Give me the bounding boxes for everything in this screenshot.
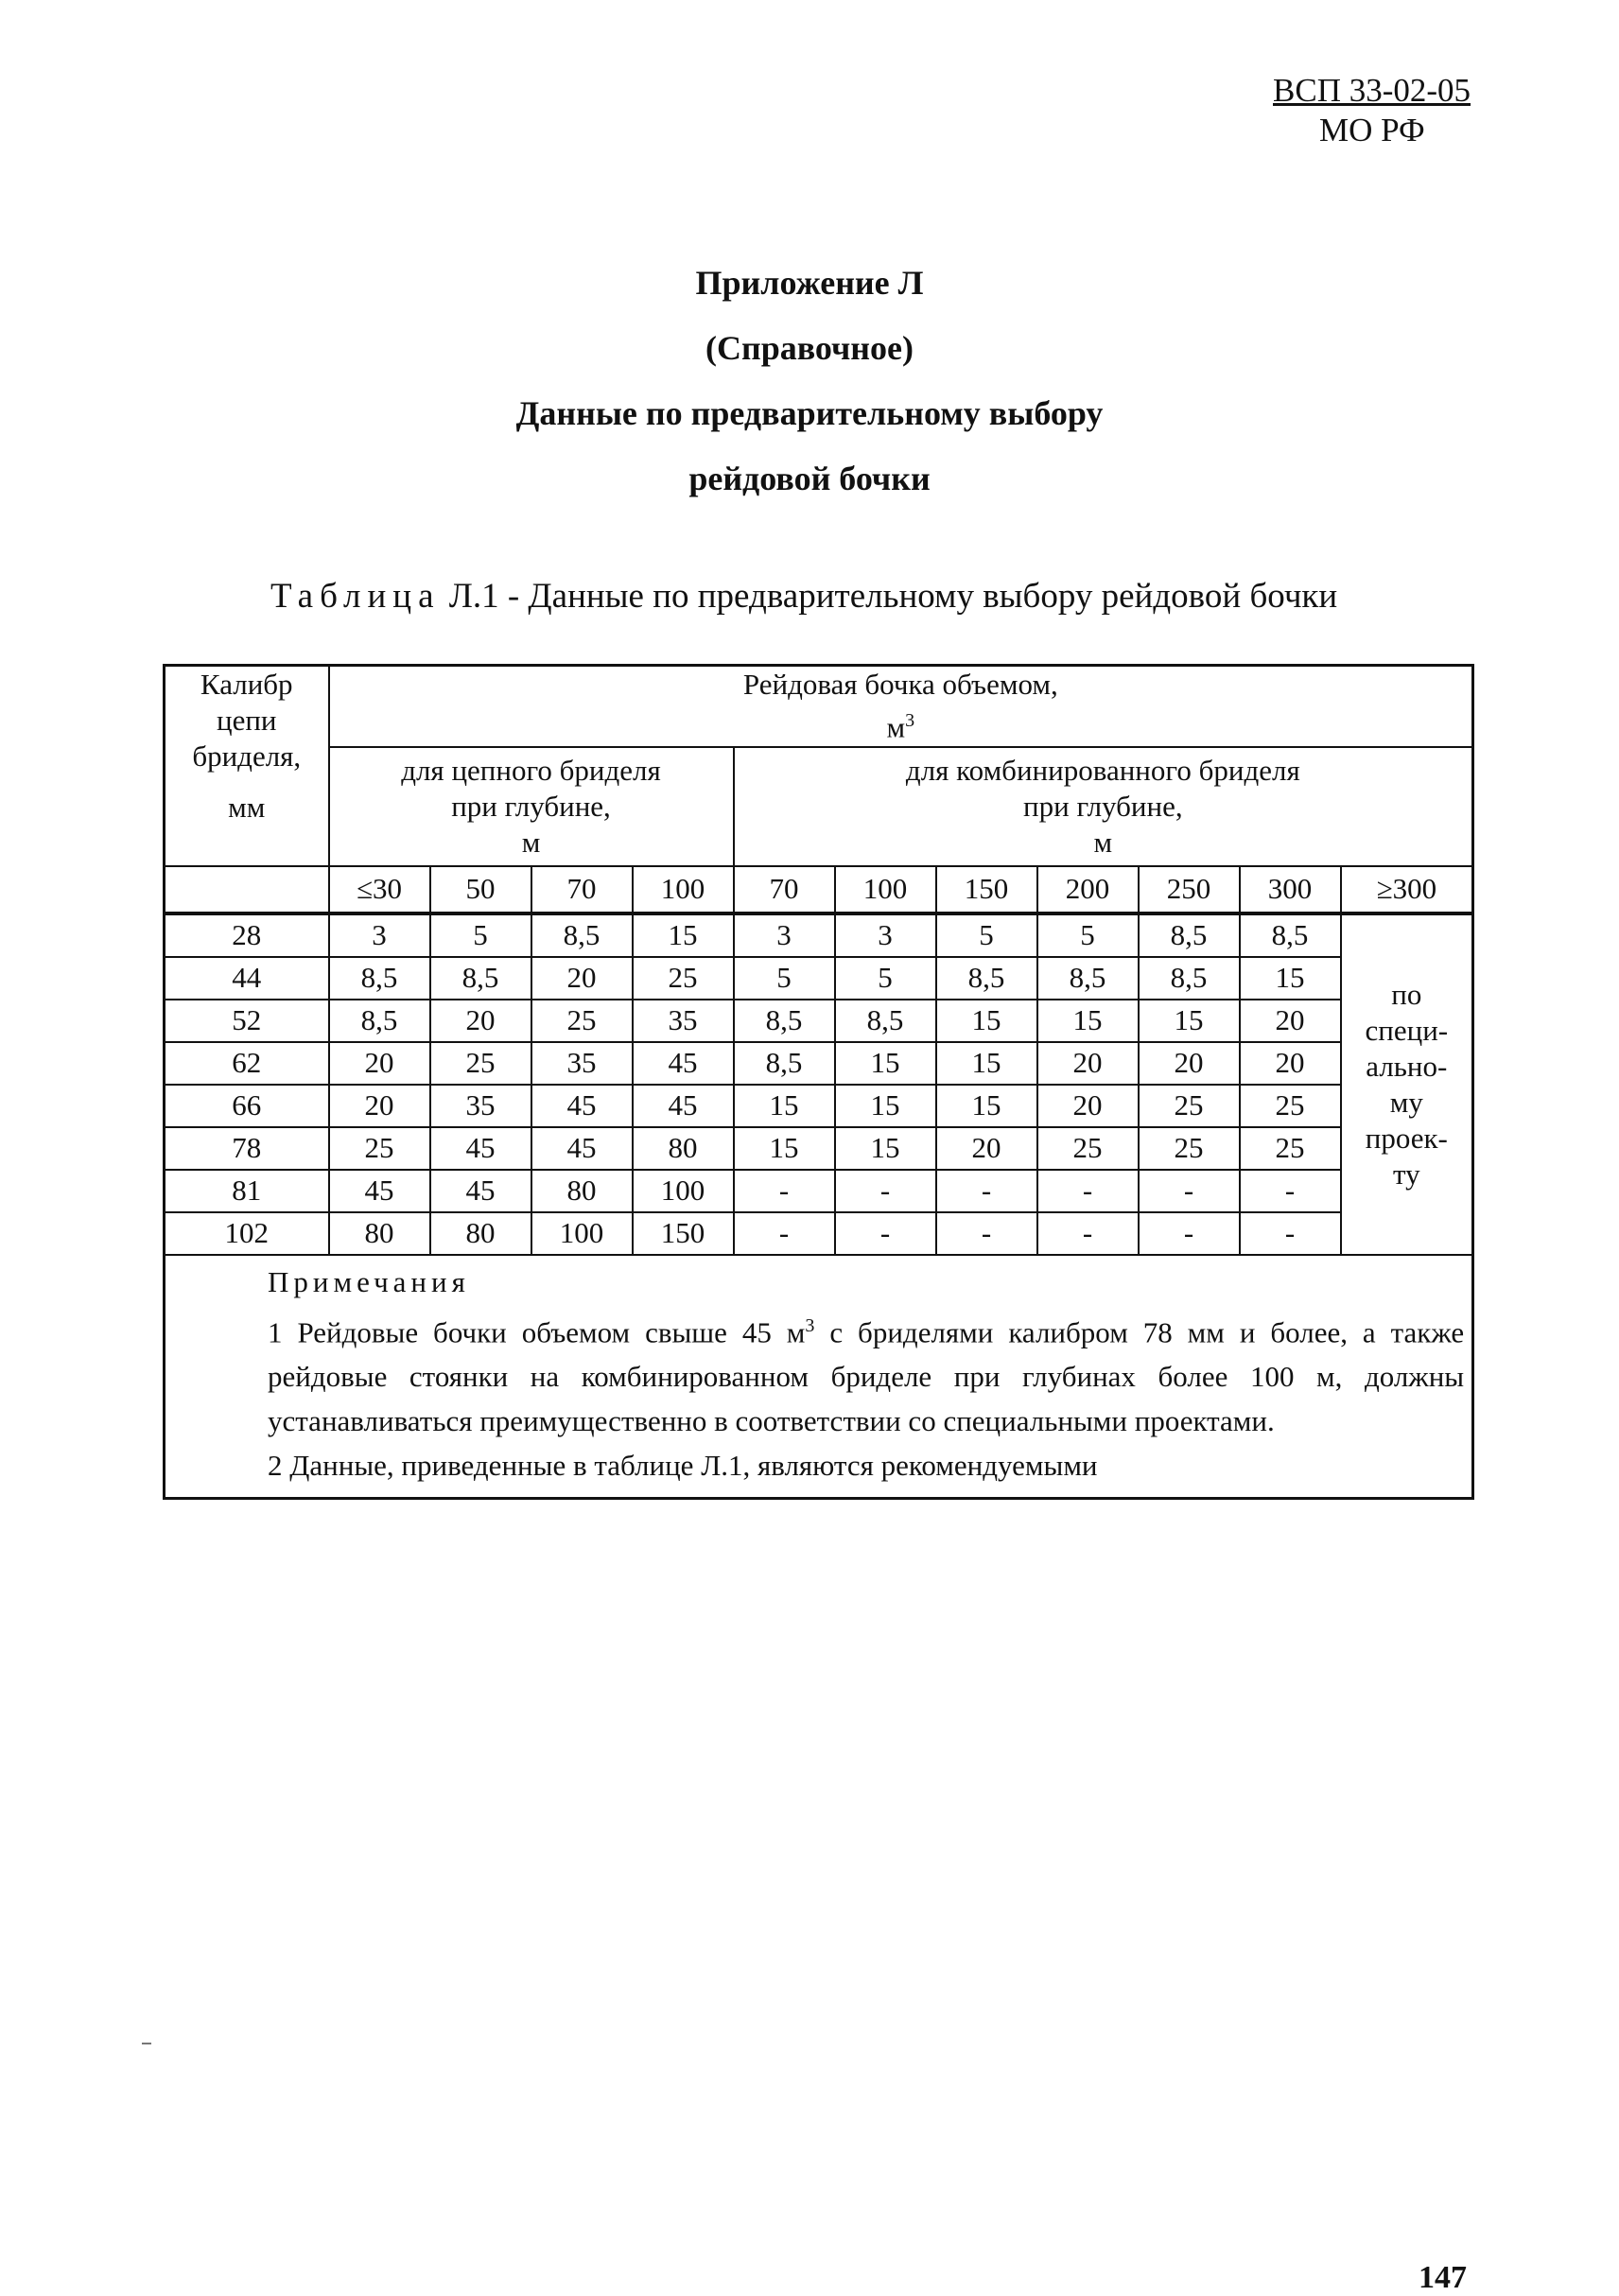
depth-cell: ≥300	[1341, 866, 1473, 913]
value-cell: 25	[1037, 1127, 1139, 1170]
value-cell: 15	[734, 1127, 835, 1170]
chain-bridle-header	[329, 747, 734, 866]
caliber-cell: 66	[165, 1085, 329, 1127]
value-cell: 5	[1037, 913, 1139, 957]
value-cell: 15	[936, 1085, 1037, 1127]
value-cell: 100	[531, 1212, 633, 1255]
value-cell: 8,5	[1139, 957, 1240, 1000]
chain-header-line: для цепного бриделя	[401, 753, 661, 787]
note-2: 2 Данные, приведенные в таблице Л.1, являются рекомендуемыми	[268, 1448, 1098, 1482]
value-cell: 25	[1240, 1127, 1341, 1170]
depth-cell: 200	[1037, 866, 1139, 913]
volume-header-text: Рейдовая бочка объемом,	[742, 668, 1058, 702]
title-line-3: Данные по предварительному выбору	[515, 394, 1104, 432]
caliber-header-line: цепи	[216, 704, 277, 737]
value-cell: 20	[329, 1042, 430, 1085]
value-cell: 35	[430, 1085, 531, 1127]
unit-superscript: 3	[905, 710, 915, 732]
value-cell: 8,5	[430, 957, 531, 1000]
value-cell: 5	[835, 957, 936, 1000]
caliber-cell: 62	[165, 1042, 329, 1085]
caliber-header-line: бриделя,	[192, 739, 302, 773]
caption-label: Таблица	[270, 577, 441, 616]
caliber-header-line: Калибр	[200, 668, 293, 701]
organization: МО РФ	[1319, 112, 1425, 148]
table-row	[165, 1000, 1473, 1042]
depth-cell: 100	[835, 866, 936, 913]
value-cell: 15	[936, 1000, 1037, 1042]
note-1-part-a: 1 Рейдовые бочки объемом свыше 45 м	[268, 1314, 806, 1348]
value-cell: 8,5	[1139, 913, 1240, 957]
unit-text: м	[886, 710, 906, 744]
value-cell: 80	[430, 1212, 531, 1255]
caliber-cell: 44	[165, 957, 329, 1000]
caption-text: Л.1 - Данные по предварительному выбору рейдовой бочки	[440, 577, 1338, 616]
value-cell: 45	[633, 1042, 734, 1085]
value-cell: 8,5	[835, 1000, 936, 1042]
caliber-cell: 78	[165, 1127, 329, 1170]
document-code: ВСП 33-02-05	[1273, 72, 1471, 109]
value-cell: 8,5	[734, 1000, 835, 1042]
depth-cell: 50	[430, 866, 531, 913]
depth-cell: 250	[1139, 866, 1240, 913]
value-cell: 45	[430, 1170, 531, 1212]
value-cell: 8,5	[1240, 913, 1341, 957]
value-cell: 20	[1139, 1042, 1240, 1085]
combined-header-line: для комбинированного бриделя	[905, 753, 1300, 787]
value-cell: 8,5	[531, 913, 633, 957]
value-cell: 35	[633, 1000, 734, 1042]
special-line: специ-	[1365, 1013, 1449, 1047]
table-row	[165, 1170, 1473, 1212]
note-1	[173, 1304, 1464, 1443]
page-number: 147	[1419, 2260, 1467, 2295]
special-line: по	[1391, 977, 1422, 1011]
value-cell: 45	[430, 1127, 531, 1170]
note-1-superscript: 3	[805, 1314, 815, 1336]
value-cell: 35	[531, 1042, 633, 1085]
value-cell: 8,5	[329, 957, 430, 1000]
volume-header	[329, 666, 1473, 747]
value-cell: 8,5	[329, 1000, 430, 1042]
depth-cell: 70	[734, 866, 835, 913]
value-cell: 25	[1139, 1085, 1240, 1127]
value-cell: -	[835, 1170, 936, 1212]
notes-row	[165, 1255, 1473, 1499]
depth-cell: 100	[633, 866, 734, 913]
col-caliber-header	[165, 666, 329, 866]
special-line: ту	[1393, 1157, 1420, 1191]
value-cell: 15	[1240, 957, 1341, 1000]
value-cell: -	[936, 1212, 1037, 1255]
value-cell: 20	[1037, 1085, 1139, 1127]
value-cell: 25	[1139, 1127, 1240, 1170]
notes-title: Примечания	[268, 1264, 470, 1298]
caliber-header-unit: мм	[228, 791, 266, 824]
value-cell: 15	[734, 1085, 835, 1127]
value-cell: 3	[734, 913, 835, 957]
chain-header-line: м	[521, 825, 541, 859]
volume-header-unit	[330, 703, 1472, 745]
value-cell: 25	[430, 1042, 531, 1085]
value-cell: 3	[329, 913, 430, 957]
value-cell: -	[734, 1212, 835, 1255]
table-row	[165, 913, 1473, 957]
value-cell: 45	[633, 1085, 734, 1127]
combined-bridle-header	[734, 747, 1473, 866]
depth-row	[165, 866, 1473, 913]
caliber-cell: 52	[165, 1000, 329, 1042]
value-cell: 80	[329, 1212, 430, 1255]
value-cell: -	[1037, 1170, 1139, 1212]
value-cell: 8,5	[1037, 957, 1139, 1000]
value-cell: -	[1037, 1212, 1139, 1255]
value-cell: 15	[835, 1085, 936, 1127]
value-cell: 20	[1240, 1042, 1341, 1085]
value-cell: 25	[329, 1127, 430, 1170]
value-cell: 5	[734, 957, 835, 1000]
value-cell: 80	[531, 1170, 633, 1212]
special-project-cell	[1341, 913, 1473, 1255]
combined-header-line: при глубине,	[1023, 789, 1183, 823]
title-line-1: Приложение Л	[695, 264, 924, 302]
value-cell: -	[1240, 1170, 1341, 1212]
table-row	[165, 1212, 1473, 1255]
value-cell: -	[1240, 1212, 1341, 1255]
value-cell: -	[1139, 1212, 1240, 1255]
special-line: ально-	[1366, 1049, 1448, 1083]
value-cell: 20	[1037, 1042, 1139, 1085]
value-cell: 15	[1037, 1000, 1139, 1042]
value-cell: -	[835, 1212, 936, 1255]
data-table	[163, 664, 1474, 1500]
table-row	[165, 1127, 1473, 1170]
depth-cell: 70	[531, 866, 633, 913]
value-cell: 20	[936, 1127, 1037, 1170]
value-cell: 8,5	[734, 1042, 835, 1085]
value-cell: 15	[835, 1127, 936, 1170]
caliber-cell: 81	[165, 1170, 329, 1212]
value-cell: 5	[430, 913, 531, 957]
value-cell: 20	[329, 1085, 430, 1127]
title-line-4: рейдовой бочки	[688, 460, 931, 497]
data-table-container	[163, 664, 1471, 1500]
value-cell: 3	[835, 913, 936, 957]
table-row	[165, 957, 1473, 1000]
appendix-title	[0, 251, 1619, 512]
value-cell: 150	[633, 1212, 734, 1255]
value-cell: 45	[531, 1127, 633, 1170]
depth-cell: 150	[936, 866, 1037, 913]
title-line-2: (Справочное)	[705, 329, 914, 367]
value-cell: 100	[633, 1170, 734, 1212]
value-cell: -	[734, 1170, 835, 1212]
table-row	[165, 1042, 1473, 1085]
special-line: проек-	[1365, 1121, 1448, 1155]
special-line: му	[1389, 1085, 1423, 1119]
value-cell: 20	[531, 957, 633, 1000]
value-cell: 20	[430, 1000, 531, 1042]
value-cell: -	[936, 1170, 1037, 1212]
value-cell: -	[1139, 1170, 1240, 1212]
note-1-part-b: с бриделями калибром 78 мм и более, а также рейдовые стоянки на комбинированном бриделе при глубинах более 100 м, должны устанавливаться преимущественно в соответствии со специальными проектами.	[268, 1314, 1465, 1437]
caliber-cell: 28	[165, 913, 329, 957]
depth-cell: ≤30	[329, 866, 430, 913]
value-cell: 15	[835, 1042, 936, 1085]
value-cell: 25	[633, 957, 734, 1000]
value-cell: 80	[633, 1127, 734, 1170]
value-cell: 25	[531, 1000, 633, 1042]
value-cell: 20	[1240, 1000, 1341, 1042]
table-caption	[270, 576, 1337, 617]
value-cell: 15	[633, 913, 734, 957]
value-cell: 15	[936, 1042, 1037, 1085]
notes-cell	[165, 1255, 1473, 1499]
caliber-cell: 102	[165, 1212, 329, 1255]
value-cell: 45	[329, 1170, 430, 1212]
value-cell: 25	[1240, 1085, 1341, 1127]
stray-mark	[142, 2043, 151, 2044]
depth-cell: 300	[1240, 866, 1341, 913]
chain-header-line: при глубине,	[451, 789, 611, 823]
table-row	[165, 1085, 1473, 1127]
combined-header-line: м	[1093, 825, 1113, 859]
depth-cell-empty	[165, 866, 329, 913]
value-cell: 5	[936, 913, 1037, 957]
value-cell: 8,5	[936, 957, 1037, 1000]
value-cell: 45	[531, 1085, 633, 1127]
value-cell: 15	[1139, 1000, 1240, 1042]
